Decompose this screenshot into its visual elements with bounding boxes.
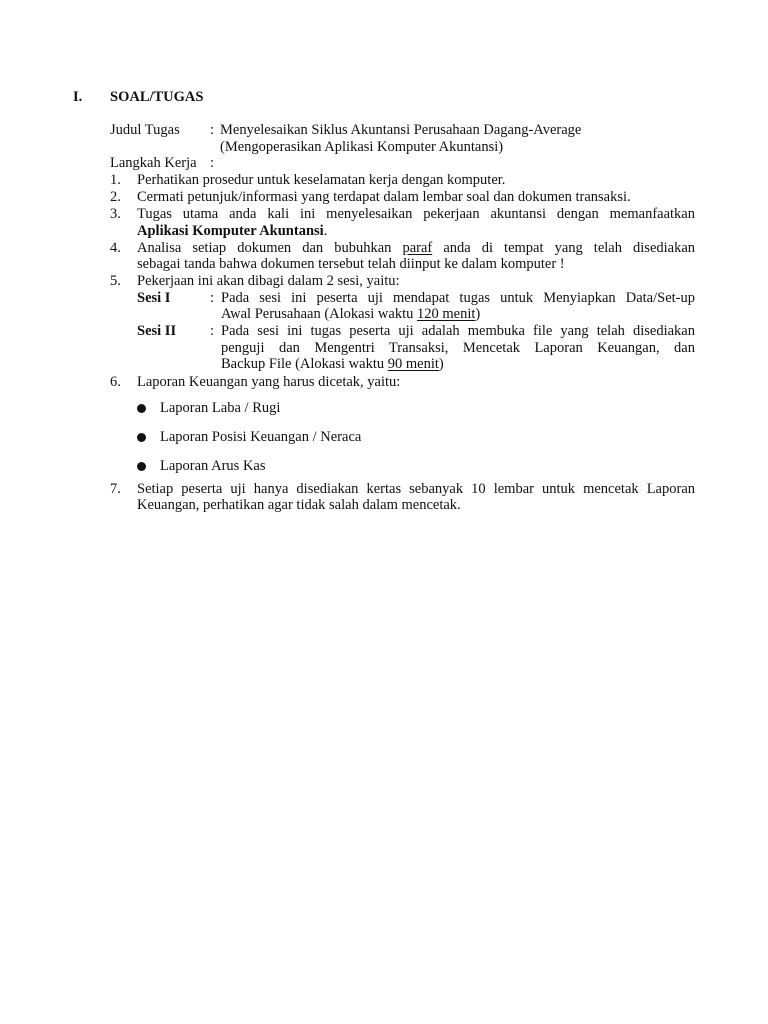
report-item-1: Laporan Laba / Rugi <box>160 400 281 416</box>
item-text-2: Cermati petunjuk/informasi yang terdapat dalam lembar soal dan dokumen transaksi. <box>137 189 631 205</box>
bold-app-name: Aplikasi Komputer Akuntansi <box>137 223 324 239</box>
item-number-4: 4. <box>110 240 121 256</box>
item-number-6: 6. <box>110 374 121 390</box>
item-number-1: 1. <box>110 172 121 188</box>
langkah-label: Langkah Kerja <box>110 155 197 171</box>
item-number-7: 7. <box>110 481 121 497</box>
item-4-pre: Analisa setiap dokumen dan bubuhkan <box>137 240 392 256</box>
section-title: SOAL/TUGAS <box>110 89 204 105</box>
section-number: I. <box>73 89 83 105</box>
sesi-1-line-2-post: ) <box>475 306 481 322</box>
report-item-3: Laporan Arus Kas <box>160 458 266 474</box>
sesi-2-line-3-pre: Backup File (Alokasi waktu <box>221 356 388 372</box>
item-text-3-line-1: Tugas utama anda kali ini menyelesaikan pekerjaan akuntansi dengan memanfaatkan <box>137 206 695 222</box>
item-number-3: 3. <box>110 206 121 222</box>
bullet-icon <box>137 433 146 442</box>
report-item-2: Laporan Posisi Keuangan / Neraca <box>160 429 362 445</box>
item-number-5: 5. <box>110 273 121 289</box>
item-text-5: Pekerjaan ini akan dibagi dalam 2 sesi, yaitu: <box>137 273 400 289</box>
paraf-underlined: paraf <box>402 240 433 256</box>
bullet-icon <box>137 462 146 471</box>
sesi-1-line-2 <box>221 306 480 323</box>
item-text-4-line-1 <box>137 240 695 257</box>
sesi-2-duration: 90 menit <box>387 356 439 372</box>
item-text-4-line-2: sebagai tanda bahwa dokumen tersebut telah diinput ke dalam komputer ! <box>137 256 565 272</box>
item-text-7-line-2: Keuangan, perhatikan agar tidak salah dalam mencetak. <box>137 497 461 513</box>
item-3-period: . <box>323 223 328 239</box>
item-text-6: Laporan Keuangan yang harus dicetak, yaitu: <box>137 374 401 390</box>
sesi-2-line-3-post: ) <box>438 356 444 372</box>
item-text-7-line-1: Setiap peserta uji hanya disediakan kertas sebanyak 10 lembar untuk mencetak Laporan <box>137 481 695 497</box>
sesi-2-line-2: penguji dan Mengentri Transaksi, Mencetak Laporan Keuangan, dan <box>221 340 695 356</box>
item-4-post: anda di tempat yang telah disediakan <box>443 240 696 256</box>
item-text-1: Perhatikan prosedur untuk keselamatan kerja dengan komputer. <box>137 172 506 188</box>
item-number-2: 2. <box>110 189 121 205</box>
judul-line-1: Menyelesaikan Siklus Akuntansi Perusahaan Dagang-Average <box>220 122 582 138</box>
item-text-3-line-2 <box>137 223 327 240</box>
sesi-1-line-2-pre: Awal Perusahaan (Alokasi waktu <box>221 306 417 322</box>
sesi-1-duration: 120 menit <box>416 306 476 322</box>
bullet-icon <box>137 404 146 413</box>
sesi-1-label: Sesi I <box>137 290 171 306</box>
sesi-2-line-1: Pada sesi ini tugas peserta uji adalah membuka file yang telah disediakan <box>221 323 695 339</box>
judul-colon: : <box>210 122 215 138</box>
judul-line-2: (Mengoperasikan Aplikasi Komputer Akuntansi) <box>220 139 504 155</box>
langkah-colon: : <box>210 155 215 171</box>
sesi-2-line-3 <box>221 356 444 373</box>
sesi-1-colon: : <box>210 290 215 306</box>
judul-label: Judul Tugas <box>110 122 180 138</box>
sesi-2-label: Sesi II <box>137 323 177 339</box>
sesi-2-colon: : <box>210 323 215 339</box>
sesi-1-line-1: Pada sesi ini peserta uji mendapat tugas untuk Menyiapkan Data/Set-up <box>221 290 695 306</box>
